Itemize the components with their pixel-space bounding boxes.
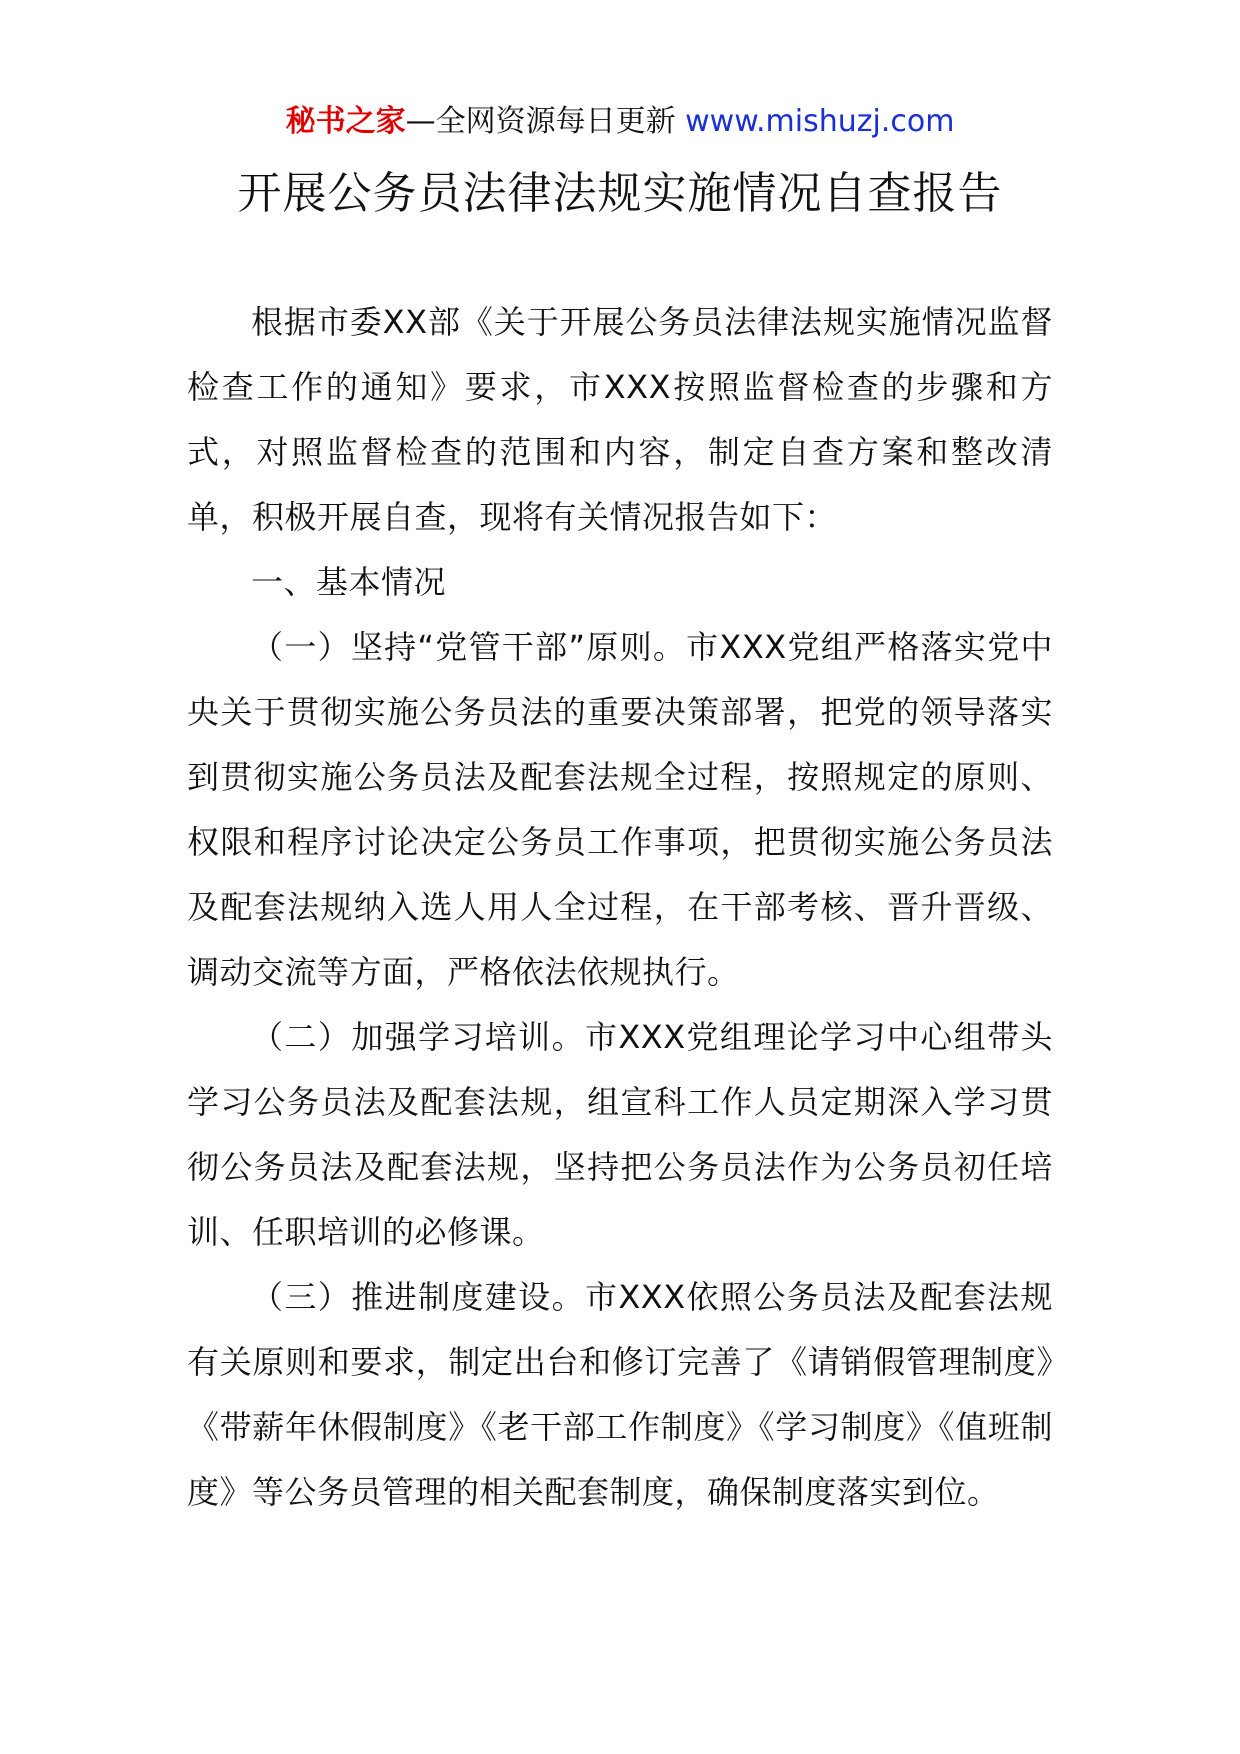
paragraph-party-management: （一）坚持“党管干部”原则。市XXX党组严格落实党中央关于贯彻实施公务员法的重要决策部署，把党的领导落实到贯彻实施公务员法及配套法规全过程，按照规定的原则、权限和程序讨论决定公务员工作事项，把贯彻实施公务员法及配套法规纳入选人用人全过程，在干部考核、晋升晋级、调动交流等方面，严格依法依规执行。 bbox=[187, 628, 1053, 991]
site-header bbox=[0, 100, 1240, 144]
site-tagline: —全网资源每日更新 bbox=[405, 104, 676, 139]
document-body bbox=[187, 290, 1053, 1525]
site-brand: 秘书之家 bbox=[285, 104, 406, 139]
paragraph-intro: 根据市委XX部《关于开展公务员法律法规实施情况监督检查工作的通知》要求，市XXX按照监督检查的步骤和方式，对照监督检查的范围和内容，制定自查方案和整改清单，积极开展自查，现将有关情况报告如下： bbox=[187, 303, 1053, 536]
section-heading-basic-situation: 一、基本情况 bbox=[251, 563, 447, 601]
paragraph-training: （二）加强学习培训。市XXX党组理论学习中心组带头学习公务员法及配套法规，组宣科工作人员定期深入学习贯彻公务员法及配套法规，坚持把公务员法作为公务员初任培训、任职培训的必修课。 bbox=[187, 1018, 1053, 1251]
paragraph-system-building: （三）推进制度建设。市XXX依照公务员法及配套法规有关原则和要求，制定出台和修订完善了《请销假管理制度》《带薪年休假制度》《老干部工作制度》《学习制度》《值班制度》等公务员管理的相关配套制度，确保制度落实到位。 bbox=[187, 1278, 1053, 1511]
document-title: 开展公务员法律法规实施情况自查报告 bbox=[237, 168, 1003, 219]
site-url-link[interactable]: www.mishuzj.com bbox=[685, 104, 955, 139]
